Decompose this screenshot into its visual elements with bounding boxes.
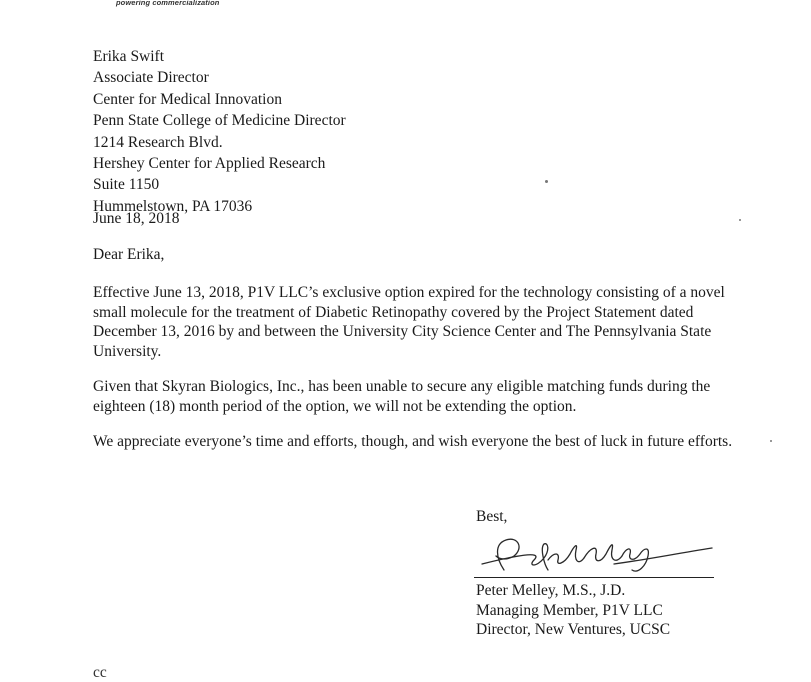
signer-block xyxy=(476,581,670,640)
recipient-address-block xyxy=(93,46,346,217)
recipient-title: Associate Director xyxy=(93,69,209,87)
recipient-name: Erika Swift xyxy=(93,48,165,65)
letter-date: June 18, 2018 xyxy=(93,210,180,227)
recipient-street: 1214 Research Blvd. xyxy=(93,133,223,151)
letterhead-tagline: powering commercialization xyxy=(116,0,220,7)
signer-role: Director, New Ventures, UCSC xyxy=(476,621,671,638)
recipient-department: Penn State College of Medicine Director xyxy=(93,112,346,130)
salutation: Dear Erika, xyxy=(93,246,165,263)
scan-speck xyxy=(545,180,548,183)
recipient-building: Hershey Center for Applied Research xyxy=(93,155,326,173)
scan-speck xyxy=(770,440,772,442)
handwritten-signature xyxy=(474,530,724,578)
signature-line xyxy=(474,577,714,578)
recipient-organization: Center for Medical Innovation xyxy=(93,90,282,108)
signer-name: Peter Melley, M.S., J.D. xyxy=(476,582,626,599)
cc-label: cc xyxy=(93,664,107,681)
body-paragraph-1: Effective June 13, 2018, P1V LLC’s exclusive option expired for the technology consisting of a novel small molecule for the treatment of Diabetic Retinopathy covered by the Project Statement dated December 13, 2016 by and between the University City Science Center and The Pennsylvania State University. xyxy=(93,284,725,360)
signer-title: Managing Member, P1V LLC xyxy=(476,601,663,619)
body-paragraph-3: We appreciate everyone’s time and efforts, though, and wish everyone the best of luck in future efforts. xyxy=(93,433,733,450)
recipient-city-state-zip: Hummelstown, PA 17036 xyxy=(93,197,253,215)
body-paragraph-2: Given that Skyran Biologics, Inc., has been unable to secure any eligible matching funds during the eighteen (18) month period of the option, we will not be extending the option. xyxy=(93,378,711,415)
closing: Best, xyxy=(476,508,508,525)
scan-speck xyxy=(739,219,741,221)
recipient-suite: Suite 1150 xyxy=(93,176,160,194)
